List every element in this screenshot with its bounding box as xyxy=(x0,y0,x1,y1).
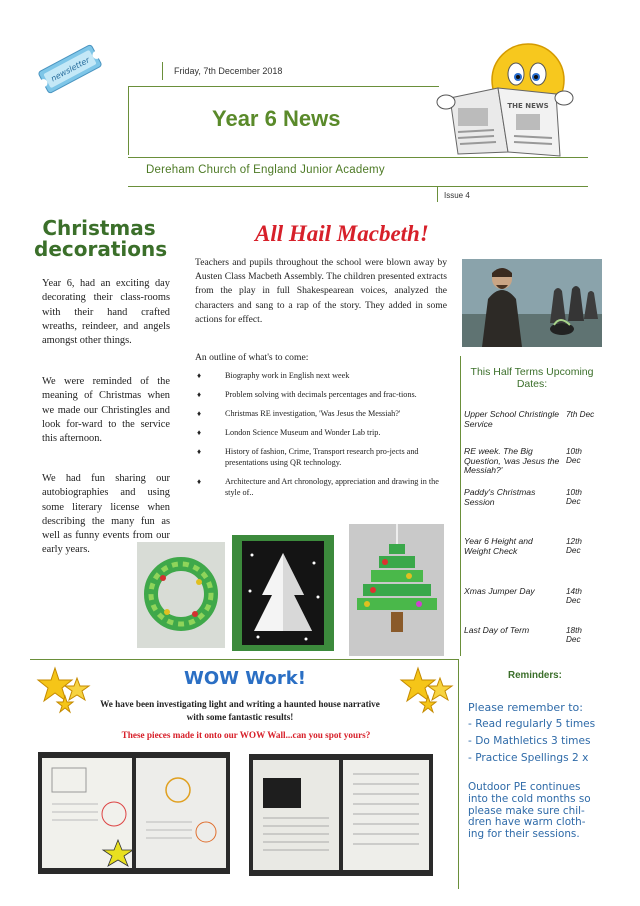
christmas-heading: Christmas decorations xyxy=(34,216,168,261)
date-divider xyxy=(162,62,163,80)
event-name: Xmas Jumper Day xyxy=(464,586,535,596)
newspaper-smiley-icon xyxy=(436,40,586,158)
event-date: 12th Dec xyxy=(566,537,582,556)
issue-date: Friday, 7th December 2018 xyxy=(174,66,283,76)
event-date: 14th Dec xyxy=(566,587,582,606)
tree-art-photo xyxy=(232,535,334,651)
event-name: Paddy's Christmas Session xyxy=(464,487,536,507)
issue-divider xyxy=(437,186,438,202)
reminders-intro: Please remember to: xyxy=(468,701,583,714)
reminders-note: Outdoor PE continues into the cold months so please make sure chil-dren have warm cloth-ing for their sessions. xyxy=(468,781,591,841)
outline-item: ♦ Problem solving with decimals percentages and frac-tions. xyxy=(195,389,447,400)
newsletter-ticket-icon xyxy=(34,44,106,94)
event-date: 18th Dec xyxy=(566,626,582,645)
wow-work-photo xyxy=(249,754,433,876)
macbeth-headline: All Hail Macbeth! xyxy=(255,221,429,246)
event-name: Last Day of Term xyxy=(464,625,530,635)
christmas-paragraph-3: We had fun sharing our autobiographies and using some literary license when describing the many fun as well as funny events from our early years. xyxy=(42,473,170,556)
macbeth-intro: Teachers and pupils throughout the school were blown away by Austen Class Macbeth Assembly. The children presented extracts from the play in full Shakespearean voices, analyzed the characters and sang to a rap of the story. They added in some actions for effect. xyxy=(195,257,447,325)
outline-item: ♦ History of fashion, Crime, Transport research pro-jects and presentations using QR technology. xyxy=(195,446,447,468)
christmas-paragraph-2: We were reminded of the meaning of Christmas when we made our Christingles and look for-ward to the service this afternoon. xyxy=(42,376,170,445)
event-date: 10th Dec xyxy=(566,447,582,466)
reminders-heading: Reminders: xyxy=(508,670,562,681)
school-name: Dereham Church of England Junior Academy xyxy=(146,164,385,176)
reminder-item: - Do Mathletics 3 times xyxy=(468,735,591,747)
outline-heading: An outline of what's to come: xyxy=(195,352,309,363)
wow-description: We have been investigating light and writing a haunted house narrative with some fantastic results! xyxy=(100,699,380,722)
wreath-photo xyxy=(137,542,225,648)
dates-heading: This Half Terms Upcoming Dates: xyxy=(470,366,594,390)
outline-item: ♦ London Science Museum and Wonder Lab trip. xyxy=(195,427,447,438)
stars-icon xyxy=(398,664,456,716)
reminders-divider xyxy=(458,659,459,889)
event-name: Year 6 Height and Weight Check xyxy=(464,536,533,556)
stars-icon xyxy=(35,664,93,716)
issue-number: Issue 4 xyxy=(444,191,470,200)
outline-item: ♦ Architecture and Art chronology, appreciation and drawing in the style of.. xyxy=(195,476,447,498)
page-title: Year 6 News xyxy=(212,106,341,131)
logo-text: newsletter xyxy=(49,55,92,84)
event-date: 7th Dec xyxy=(566,410,595,419)
wow-title: WOW Work! xyxy=(184,668,306,689)
wow-callout: These pieces made it onto our WOW Wall...can you spot yours? xyxy=(121,730,371,740)
mascot-paper-text: THE NEWS xyxy=(507,102,549,110)
outline-item: ♦ Christmas RE investigation, 'Was Jesus the Messiah?' xyxy=(195,408,447,419)
macbeth-photo xyxy=(462,259,602,347)
wow-divider xyxy=(30,659,458,660)
outline-list xyxy=(195,370,447,506)
event-date: 10th Dec xyxy=(566,488,582,507)
reminder-item: - Practice Spellings 2 x xyxy=(468,752,589,764)
event-name: Upper School Christingle Service xyxy=(464,409,560,429)
christmas-paragraph-1: Year 6, had an exciting day decorating their class-rooms with their hand crafted wreaths, reindeer, and angels amongst other things. xyxy=(42,278,170,347)
event-name: RE week. The Big Question, 'was Jesus the Messiah?' xyxy=(464,446,560,476)
stick-tree-photo xyxy=(349,524,444,656)
reminder-item: - Read regularly 5 times xyxy=(468,718,596,730)
outline-item: ♦ Biography work in English next week xyxy=(195,370,447,381)
wow-work-photo xyxy=(38,752,230,874)
